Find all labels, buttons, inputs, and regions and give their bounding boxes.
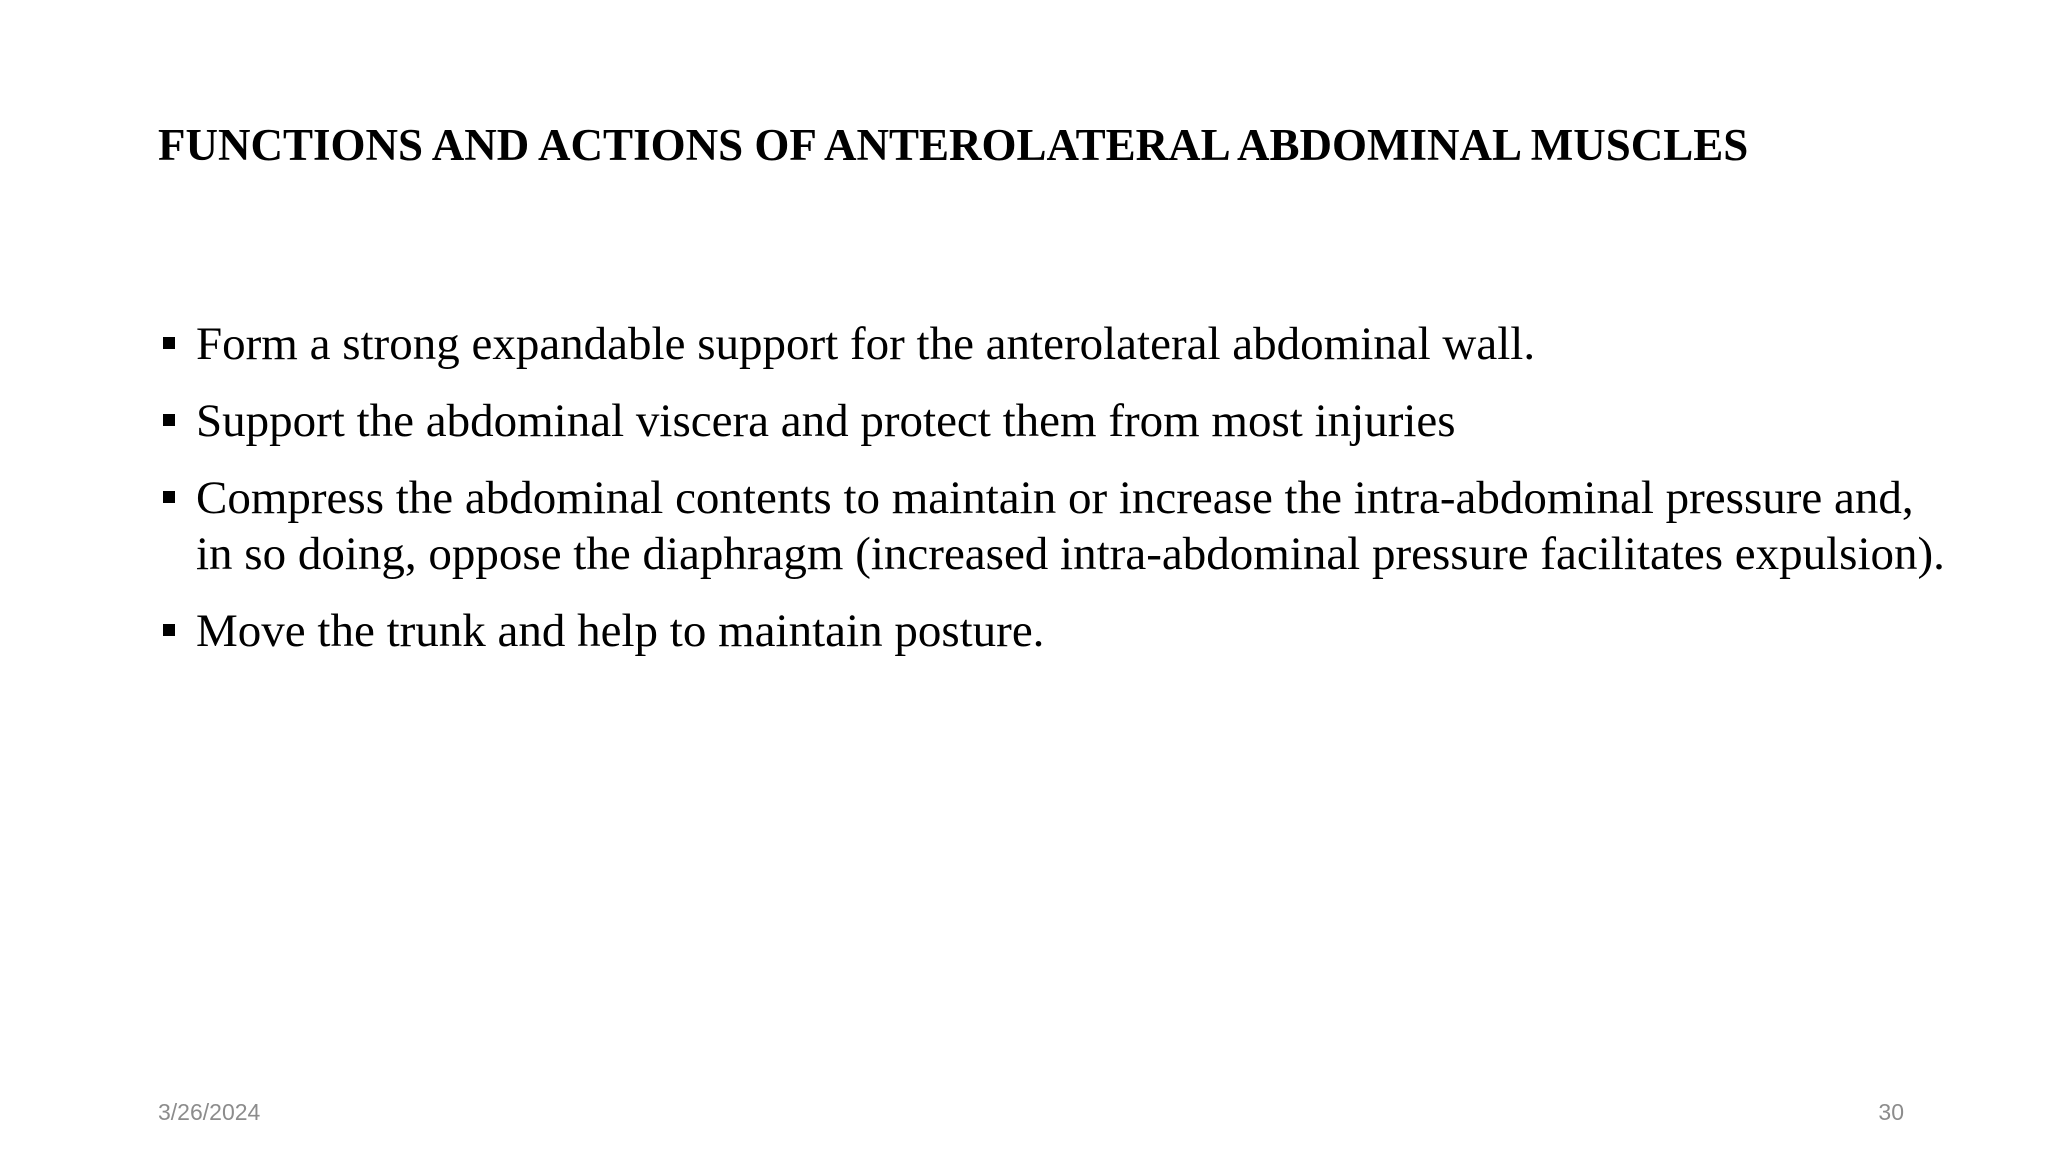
bullet-item (158, 316, 1948, 372)
slide-number: 30 (1878, 1099, 1904, 1125)
square-bullet-icon (163, 337, 175, 349)
bullet-item (158, 470, 1948, 582)
bullet-list (158, 316, 1948, 680)
slide-title: FUNCTIONS AND ACTIONS OF ANTEROLATERAL ABDOMINAL MUSCLES (158, 120, 1749, 170)
square-bullet-icon (163, 414, 175, 426)
bullet-text: Support the abdominal viscera and protect them from most injuries (196, 395, 1456, 447)
square-bullet-icon (163, 624, 175, 636)
square-bullet-icon (163, 491, 175, 503)
bullet-text: Compress the abdominal contents to maintain or increase the intra-abdominal pressure and, in so doing, oppose the diaphragm (increased intra-abdominal pressure facilitates expulsion). (196, 472, 1945, 580)
bullet-text: Move the trunk and help to maintain posture. (196, 605, 1045, 657)
bullet-item (158, 393, 1948, 449)
bullet-item (158, 603, 1948, 659)
footer-date: 3/26/2024 (158, 1099, 261, 1125)
bullet-text: Form a strong expandable support for the anterolateral abdominal wall. (196, 318, 1536, 370)
